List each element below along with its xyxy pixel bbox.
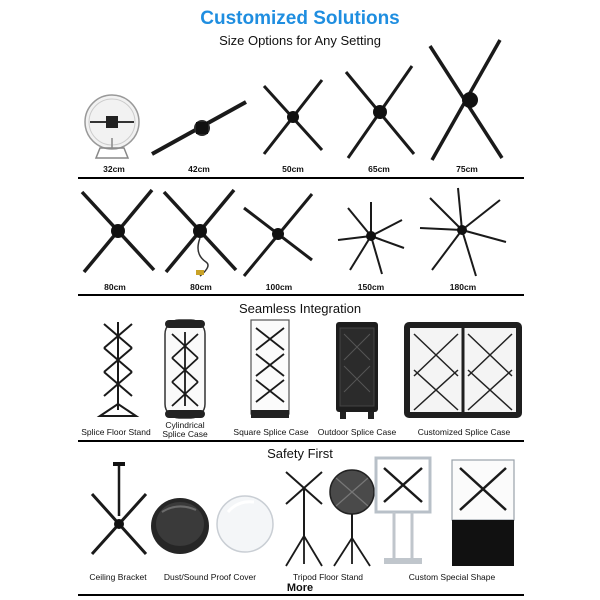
square-splice-case-label: Square Splice Case: [233, 427, 309, 437]
bottom-divider: [78, 594, 524, 596]
tripod-floor-stand-label: Tripod Floor Stand: [292, 572, 364, 582]
custom-special-shape-label: Custom Special Shape: [408, 572, 496, 582]
size-label: 80cm: [190, 282, 212, 292]
product-80cm-a: [78, 184, 158, 292]
size-label: 180cm: [449, 282, 477, 292]
product-150cm: [334, 196, 408, 292]
custom-special-shape-frame: [374, 456, 432, 568]
dust-proof-cover-clear: [214, 488, 276, 566]
size-label: 65cm: [368, 164, 390, 174]
splice-case-label: Splice Case: [162, 429, 208, 439]
product-50cm: [258, 74, 328, 174]
size-label: 75cm: [456, 164, 478, 174]
ceiling-bracket: [88, 460, 150, 566]
page-title: Customized Solutions: [200, 8, 400, 29]
product-80cm-b: [160, 184, 240, 292]
product-180cm: [418, 184, 508, 292]
square-splice-case: [248, 318, 292, 420]
size-label: 42cm: [188, 164, 210, 174]
section-divider: [78, 177, 524, 179]
product-100cm: [238, 190, 318, 292]
page-subtitle: Size Options for Any Setting: [219, 33, 381, 48]
customized-splice-case-label: Customized Splice Case: [417, 427, 511, 437]
tripod-floor-stand-b: [328, 468, 376, 568]
section-title-safety: Safety First: [267, 446, 333, 461]
outdoor-splice-case: [334, 320, 380, 420]
section-divider: [78, 294, 524, 296]
cylindrical-splice-case: [162, 318, 208, 420]
size-label: 32cm: [103, 164, 125, 174]
size-label: 100cm: [265, 282, 293, 292]
customized-splice-case: [402, 320, 524, 420]
cylindrical-label: Cylindrical: [165, 420, 205, 430]
ceiling-bracket-label: Ceiling Bracket: [89, 572, 147, 582]
size-label: 150cm: [357, 282, 385, 292]
size-label: 50cm: [282, 164, 304, 174]
outdoor-splice-case-label: Outdoor Splice Case: [317, 427, 397, 437]
size-label: 80cm: [104, 282, 126, 292]
more-link[interactable]: More: [286, 582, 314, 594]
dust-sound-proof-cover-label: Dust/Sound Proof Cover: [163, 572, 257, 582]
product-42cm: [150, 96, 248, 174]
section-title-integration: Seamless Integration: [238, 301, 362, 316]
splice-floor-stand: [96, 318, 140, 420]
splice-floor-stand-label: Splice Floor Stand: [81, 427, 151, 437]
tripod-floor-stand-a: [282, 468, 326, 568]
product-32cm: [82, 88, 146, 174]
dust-proof-cover-dark: [148, 490, 212, 566]
custom-special-shape-cabinet: [448, 456, 518, 568]
product-65cm: [340, 62, 420, 174]
section-divider: [78, 440, 524, 442]
product-75cm: [426, 36, 506, 174]
